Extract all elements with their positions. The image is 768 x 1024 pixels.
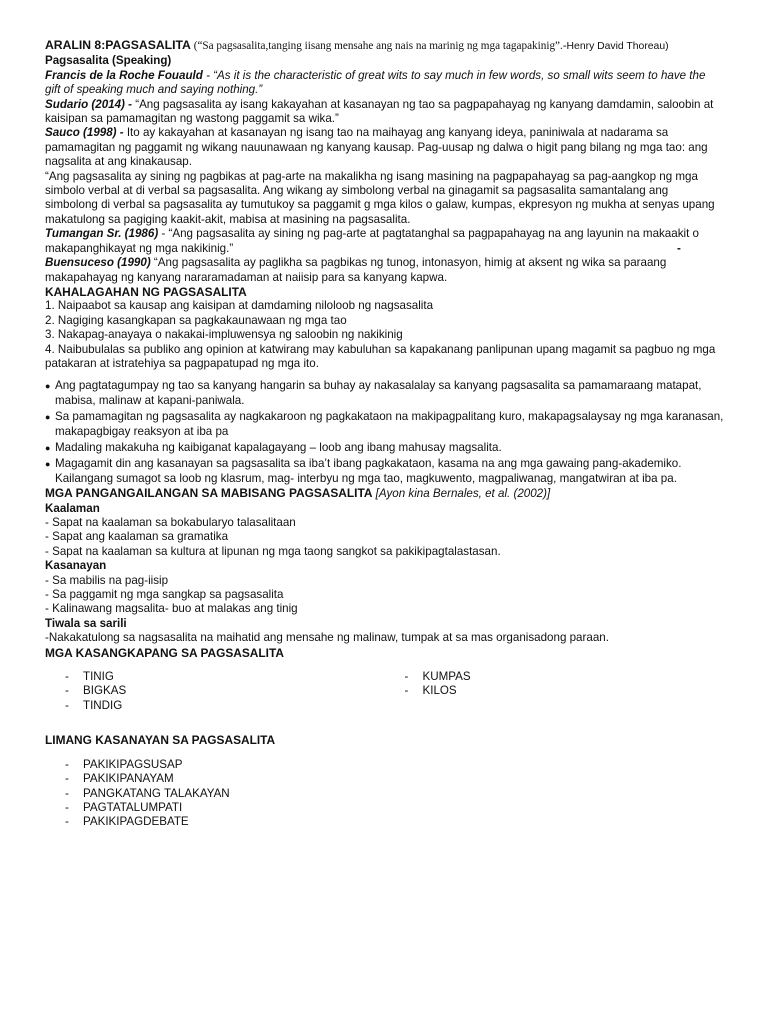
lesson-label: ARALIN 8:PAGSASALITA [45, 38, 191, 52]
kasangkapan-left-column [45, 670, 385, 713]
title-quote: (“Sa pagsasalita,tanging iisang mensahe ang nais na marinig ng mga tagapakinig”.- [193, 40, 567, 52]
page-title [45, 38, 724, 54]
list-item [45, 441, 724, 455]
pangangailangan-heading [45, 486, 724, 501]
title-quote-author: Henry David Thoreau) [566, 41, 669, 52]
list-item: 2. Nagiging kasangkapan sa pagkakaunawaan ng mga tao [45, 313, 347, 327]
dash-marker: - [404, 670, 409, 684]
tumangan-definition [45, 227, 724, 256]
sauco-quote: “Ang pagsasalita ay sining ng pagbikas at pag-arte na makalikha ng isang masining na pagpapahayag sa pag-aangkop ng mga simbolo verbal at di verbal sa pagsasalita. Ang wikang ay simbolong verbal na ginagamit sa pagsasalita samantalang ang simbolong di verbal sa pagsasalita ay tumutukoy sa paggamit g mga kilos o galaw, kumpas, ekpresyon ng mukha at senyas upang makatulong sa pagiging kaakit-akit, mabisa at masining na pagsasalita. [45, 169, 715, 226]
speaking-heading: Pagsasalita (Speaking) [45, 54, 172, 68]
dash-marker: - [404, 684, 409, 698]
dash-marker: - [65, 772, 69, 786]
list-item-label: PANGKATANG TALAKAYAN [83, 786, 230, 800]
list-item [45, 758, 724, 772]
fouauld-name: Francis de la Roche Fouauld [45, 68, 203, 82]
list-item [45, 410, 724, 439]
pangangailangan-source: [Ayon kina Bernales, et al. (2002)] [372, 487, 551, 501]
kahalagahan-heading: KAHALAGAHAN NG PAGSASALITA [45, 284, 247, 299]
list-item-label: PAKIKIPAGDEBATE [83, 815, 189, 829]
kasangkapan-heading: MGA KASANGKAPANG SA PAGSASALITA [45, 645, 284, 660]
list-item [45, 670, 385, 684]
list-item-label: PAKIKIPANAYAM [83, 772, 174, 786]
tumangan-text: - “Ang pagsasalita ay sining ng pag-arte at pagtatanghal sa pagpapahayag na ang layunin na makaakit o makapanghikayat ng mga nakikinig.” [45, 227, 699, 255]
list-item: - Sa mabilis na pag-iisip [45, 573, 169, 587]
bullet-text: Ang pagtatagumpay ng tao sa kanyang hangarin sa buhay ay nakasalalay sa kanyang pagsasalita sa pamamaraang matapat, mabisa, malinaw at kapani-paniwala. [55, 379, 702, 407]
kasangkapan-right-column [385, 670, 725, 713]
bullet-text: Madaling makakuha ng kaibiganat kapalagayang – loob ang ibang mahusay magsalita. [55, 440, 502, 454]
dash-marker: - [65, 698, 69, 712]
buensuceso-name: Buensuceso (1990) [45, 256, 151, 270]
kasangkapan-list [45, 670, 724, 713]
bullet-text: Magagamit din ang kasanayan sa pagsasalita sa iba’t ibang pagkakataon, kasama na ang mga gawaing pang-akademiko. Kailangang sumagot sa loob ng klasrum, mag- interbyu ng mga tao, magkuwento, magpaliwanag, mangatwiran at iba pa. [55, 457, 682, 485]
list-item: 1. Naipaabot sa kausap ang kaisipan at damdaming niloloob ng nagsasalita [45, 299, 434, 313]
list-item [385, 684, 725, 698]
list-item [385, 670, 725, 684]
list-item: - Sa paggamit ng mga sangkap sa pagsasalita [45, 588, 284, 602]
list-item-label: TINIG [83, 670, 114, 684]
list-item-label: KILOS [422, 684, 457, 698]
list-item [45, 457, 724, 486]
tiwala-text: -Nakakatulong sa nagsasalita na maihatid ang mensahe ng malinaw, tumpak at sa mas organisadong paraan. [45, 631, 609, 645]
dash-marker: - [65, 670, 69, 684]
dash-marker: - [65, 815, 69, 829]
dash-marker: - [65, 786, 69, 800]
list-item-label: BIGKAS [83, 684, 127, 698]
list-item [45, 699, 385, 713]
fouauld-definition [45, 69, 724, 98]
list-item [45, 815, 724, 829]
list-item [45, 772, 724, 786]
tiwala-heading: Tiwala sa sarili [45, 616, 127, 630]
list-item: - Kalinawang magsalita- buo at malakas ang tinig [45, 602, 298, 616]
list-item [45, 684, 385, 698]
list-item: - Sapat na kaalaman sa bokabularyo talasalitaan [45, 516, 296, 529]
sauco-name: Sauco (1998) - [45, 126, 124, 140]
sudario-name: Sudario (2014) - [45, 97, 132, 111]
list-item: 3. Nakapag-anayaya o nakakai-impluwensya ng saloobin ng nakikinig [45, 328, 403, 342]
buensuceso-definition [45, 256, 724, 285]
list-item-label: KUMPAS [422, 670, 471, 684]
bullet-icon: ● [45, 412, 51, 423]
dash-marker: - [65, 800, 69, 814]
list-item-label: PAGTATALUMPATI [83, 800, 183, 814]
kasanayan-heading: Kasanayan [45, 559, 107, 573]
kahalagahan-numbered-list [45, 299, 724, 371]
dash-marker: - [65, 684, 69, 698]
bullet-text: Sa pamamagitan ng pagsasalita ay nagkakaroon ng pagkakataon na makipagpalitang kuro, makapagsalaysay ng mga karanasan, makapagbigay reaksyon at iba pa [55, 410, 724, 438]
list-item-label: PAKIKIPAGSUSAP [83, 757, 183, 771]
dash-marker: - [65, 757, 69, 771]
sudario-text: “Ang pagsasalita ay isang kakayahan at kasanayan ng tao sa pagpapahayag ng kanyang damdamin, saloobin at kaisipan sa pamamagitan ng wastong paggamit sa wika.” [45, 97, 714, 126]
list-item [45, 787, 724, 801]
limang-list [45, 758, 724, 830]
fouauld-text: - “As it is the characteristic of great wits to say much in few words, so small wits seem to have the gift of speaking much and saying nothing.” [45, 68, 706, 97]
sudario-definition [45, 98, 724, 127]
sauco-text: Ito ay kakayahan at kasanayan ng isang tao na maihayag ang kanyang ideya, paniniwala at nadarama sa pamamagitan ng paggamit ng wikang nauunawaan ng kanyang kausap. Pag-uusap ng dalwa o higit pang bilang ng mga tao: ang nagsalita at ang kinakausap. [45, 126, 708, 169]
bullet-icon: ● [45, 381, 51, 392]
bullet-icon: ● [45, 442, 51, 453]
list-item [45, 801, 724, 815]
limang-heading: LIMANG KASANAYAN SA PAGSASALITA [45, 733, 276, 748]
tumangan-name: Tumangan Sr. (1986) [45, 227, 159, 241]
list-item [45, 379, 724, 408]
bullet-icon: ● [45, 459, 51, 470]
kahalagahan-bullet-list [45, 379, 724, 486]
pangangailangan-title: MGA PANGANGAILANGAN SA MABISANG PAGSASALITA [45, 486, 373, 501]
sauco-definition [45, 126, 724, 169]
kaalaman-heading: Kaalaman [45, 501, 100, 515]
list-item: 4. Naibubulalas sa publiko ang opinion at katwirang may kabuluhan sa kapakanang panlipunan upang magamit sa pagbuo ng mga patakaran at istratehiya sa pagpapatupad ng mga ito. [45, 342, 716, 370]
buensuceso-text: “Ang pagsasalita ay paglikha sa pagbikas ng tunog, intonasyon, himig at aksent ng wika sa paraang makapahayag ng kanyang nararamadaman at naiisip para sa kanyang kapwa. [45, 256, 667, 284]
list-item-label: TINDIG [83, 698, 123, 712]
list-item: - Sapat ang kaalaman sa gramatika [45, 530, 229, 544]
list-item: - Sapat na kaalaman sa kultura at lipunan ng mga taong sangkot sa pakikipagtalastasan. [45, 544, 501, 558]
tumangan-mark: - [677, 241, 681, 255]
